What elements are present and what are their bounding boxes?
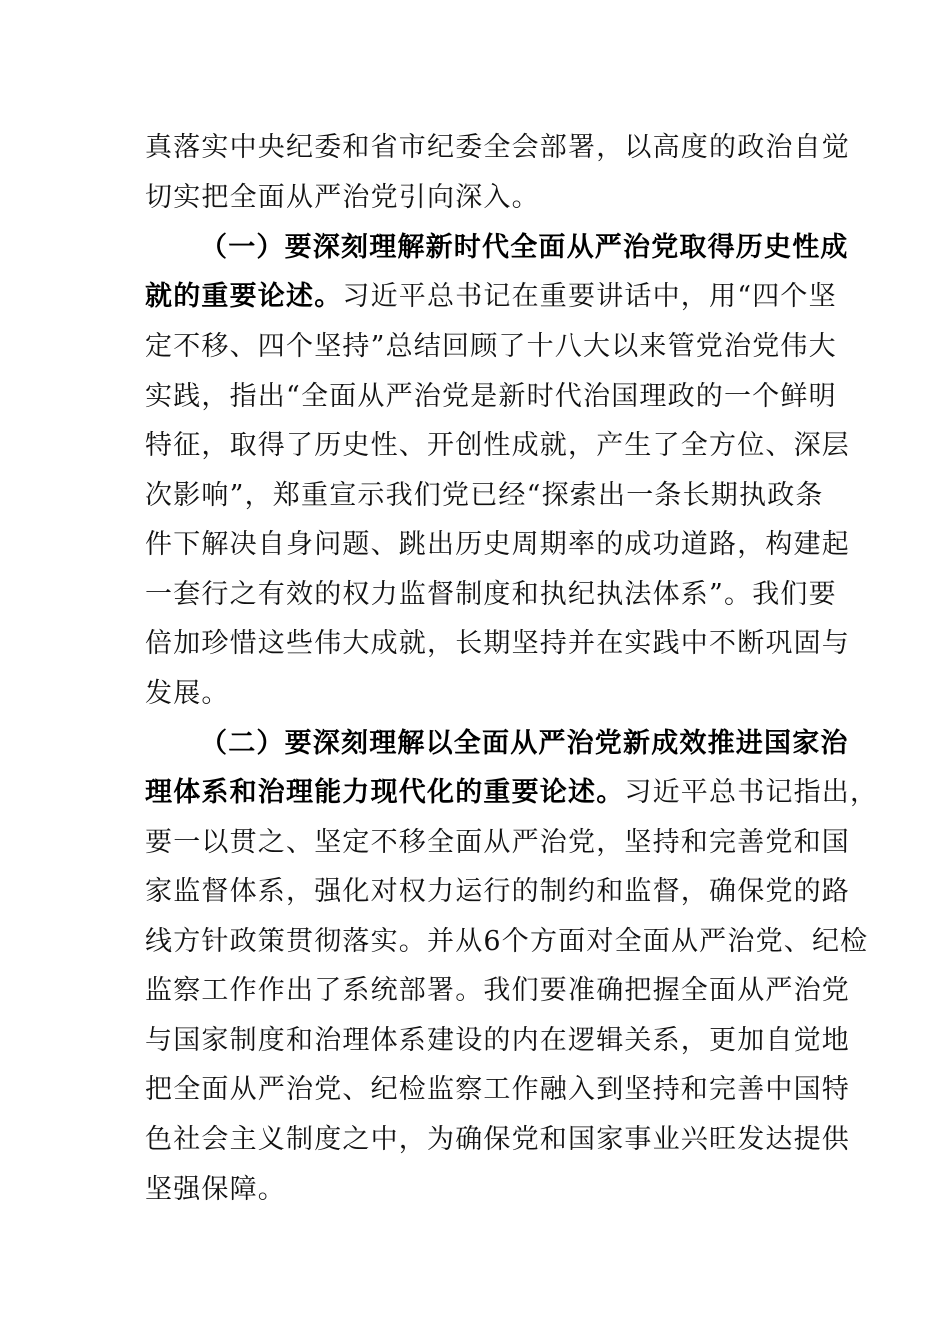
- heading-text: （二）要深刻理解以全面从严治党新成效推进国家治: [200, 728, 849, 759]
- body-line: [145, 1120, 850, 1160]
- line-text: 一套行之有效的权力监督制度和执纪执法体系”。我们要: [145, 579, 837, 610]
- line-text: 习近平总书记在重要讲话中，用“四个坚: [342, 281, 837, 312]
- body-line: [145, 624, 850, 664]
- line-text: 色社会主义制度之中，为确保党和国家事业兴旺发达提供: [145, 1124, 850, 1155]
- line-text: 切实把全面从严治党引向深入。: [145, 182, 540, 213]
- line-text: 特征，取得了历史性、开创性成就，产生了全方位、深层: [145, 430, 850, 461]
- line-text: 定不移、四个坚持”总结回顾了十八大以来管党治党伟大: [145, 331, 837, 362]
- line-text: 线方针政策贯彻落实。并从6个方面对全面从严治党、纪检: [145, 926, 869, 957]
- heading-text: （一）要深刻理解新时代全面从严治党取得历史性成: [200, 232, 849, 263]
- body-line: [145, 327, 837, 367]
- body-line: [145, 575, 837, 615]
- body-line: [145, 823, 850, 863]
- heading-text: 理体系和治理能力现代化的重要论述。: [145, 777, 625, 808]
- section-heading-2: [200, 724, 880, 764]
- line-text: 要一以贯之、坚定不移全面从严治党，坚持和完善党和国: [145, 827, 850, 858]
- line-text: 真落实中央纪委和省市纪委全会部署，以高度的政治自觉: [145, 132, 850, 163]
- body-line: [145, 178, 825, 218]
- body-line: [145, 426, 850, 466]
- body-line: [145, 1021, 850, 1061]
- line-text: 次影响”，郑重宣示我们党已经“探索出一条长期执政条: [145, 480, 824, 511]
- line-text: 监察工作作出了系统部署。我们要准确把握全面从严治党: [145, 975, 850, 1006]
- body-line: [145, 773, 879, 813]
- body-line: [145, 674, 825, 714]
- line-text: 坚强保障。: [145, 1174, 286, 1205]
- line-text: 把全面从严治党、纪检监察工作融入到坚持和完善中国特: [145, 1074, 850, 1105]
- line-text: 与国家制度和治理体系建设的内在逻辑关系，更加自觉地: [145, 1025, 850, 1056]
- line-text: 件下解决自身问题、跳出历史周期率的成功道路，构建起: [145, 529, 850, 560]
- line-text: 习近平总书记指出，: [624, 777, 879, 808]
- body-line: [145, 525, 850, 565]
- section-heading-1: [200, 228, 880, 268]
- body-line: [145, 922, 869, 962]
- body-line: [145, 476, 825, 516]
- body-line: [145, 1170, 825, 1210]
- line-text: 家监督体系，强化对权力运行的制约和监督，确保党的路: [145, 876, 850, 907]
- heading-text: 就的重要论述。: [145, 281, 343, 312]
- body-line: [145, 971, 850, 1011]
- body-line: [145, 128, 850, 168]
- line-text: 发展。: [145, 678, 230, 709]
- line-text: 倍加珍惜这些伟大成就，长期坚持并在实践中不断巩固与: [145, 628, 850, 659]
- body-line: [145, 377, 837, 417]
- line-text: 实践，指出“全面从严治党是新时代治国理政的一个鲜明: [145, 381, 837, 412]
- body-line: [145, 277, 837, 317]
- body-line: [145, 872, 850, 912]
- body-line: [145, 1070, 850, 1110]
